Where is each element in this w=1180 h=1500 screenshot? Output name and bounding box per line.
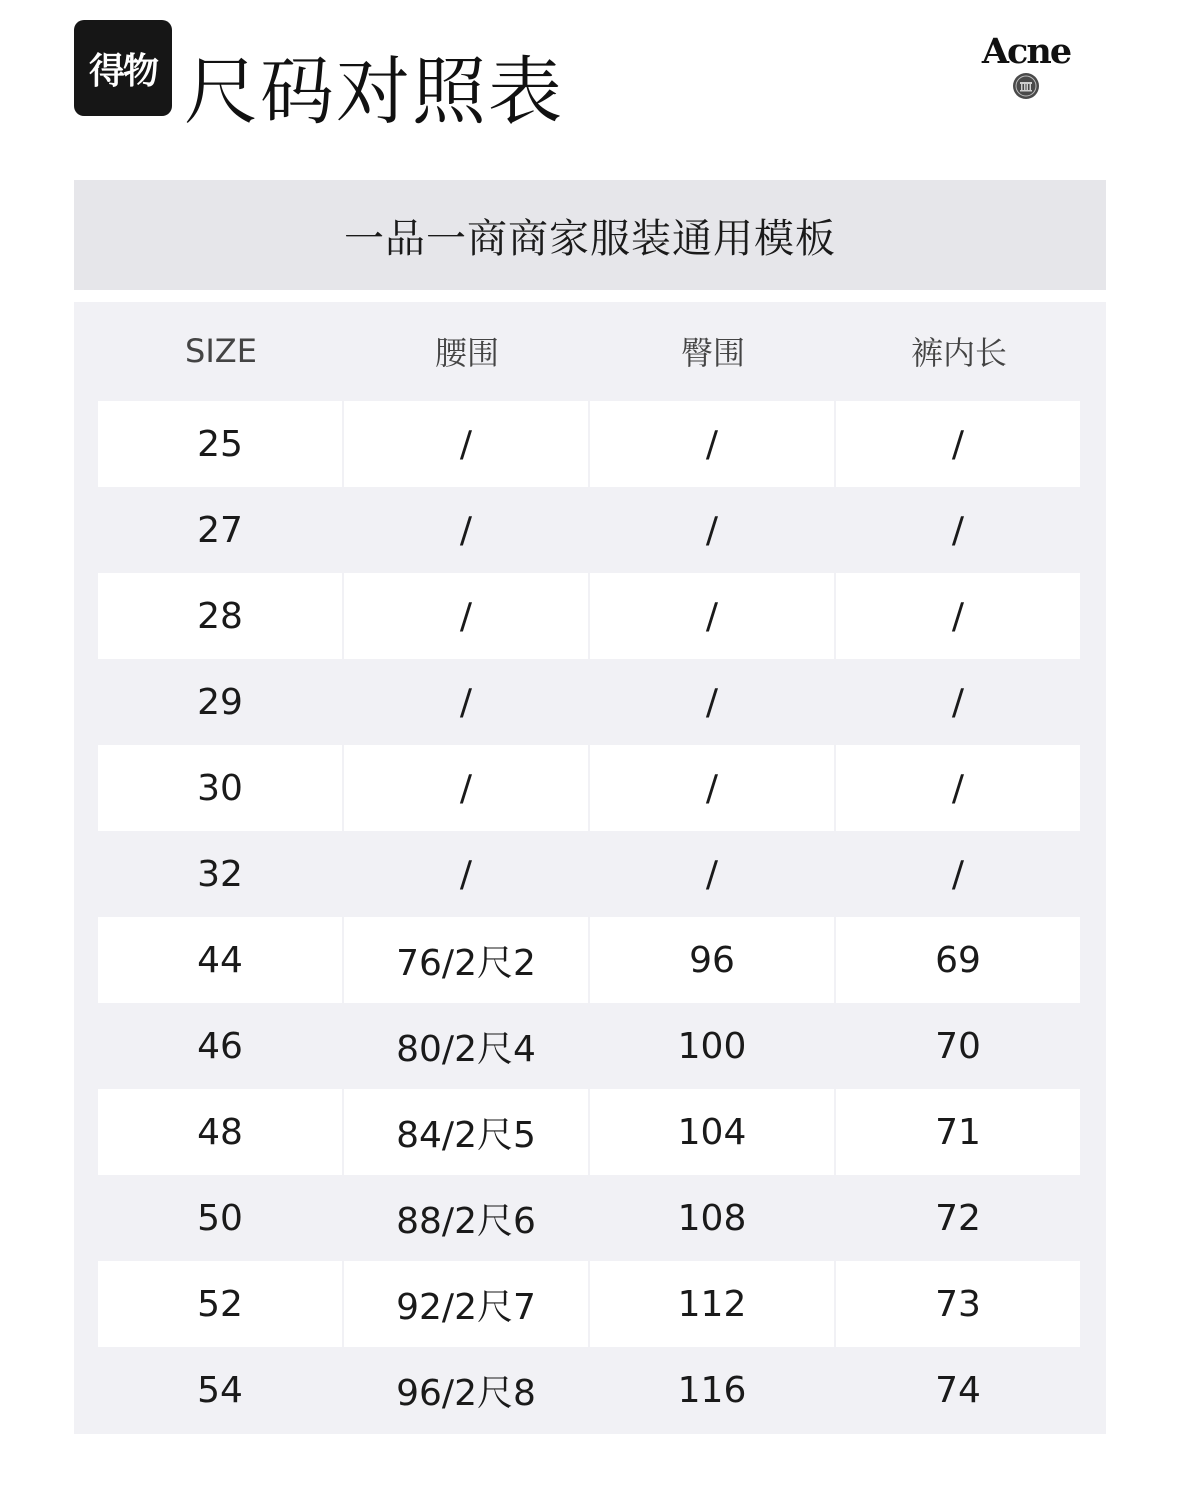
inseam-cell: / <box>836 573 1080 659</box>
hip-cell: 96 <box>590 917 834 1003</box>
size-cell: 44 <box>98 917 342 1003</box>
table-row <box>98 745 1082 831</box>
table-row <box>98 831 1082 917</box>
size-cell: 54 <box>197 1369 243 1411</box>
table-body <box>98 401 1082 1433</box>
hip-cell: / <box>705 509 719 551</box>
inseam-cell: / <box>951 681 965 723</box>
inseam-cell: / <box>836 401 1080 487</box>
inseam-cell: 71 <box>836 1089 1080 1175</box>
size-cell: 46 <box>197 1025 243 1067</box>
size-cell: 52 <box>98 1261 342 1347</box>
size-cell: 30 <box>98 745 342 831</box>
waist-cell: 96/2尺8 <box>396 1372 536 1414</box>
table-row <box>98 1089 1082 1175</box>
hip-cell: 100 <box>677 1025 747 1067</box>
waist-cell: / <box>459 509 473 551</box>
hip-cell: 104 <box>590 1089 834 1175</box>
size-cell: 48 <box>98 1089 342 1175</box>
table-row <box>98 1003 1082 1089</box>
column-header-waist: 腰围 <box>434 334 499 372</box>
dewu-logo <box>74 20 172 116</box>
inseam-cell: / <box>951 509 965 551</box>
size-cell: 25 <box>98 401 342 487</box>
hip-cell: / <box>705 681 719 723</box>
hip-cell: 116 <box>677 1369 747 1411</box>
waist-cell: 88/2尺6 <box>396 1200 536 1242</box>
waist-cell: 84/2尺5 <box>344 1089 588 1175</box>
waist-cell: / <box>459 853 473 895</box>
table-row <box>98 573 1082 659</box>
table-row <box>98 1175 1082 1261</box>
hip-cell: 112 <box>590 1261 834 1347</box>
waist-cell: / <box>459 681 473 723</box>
hip-cell: / <box>590 573 834 659</box>
table-row <box>98 1347 1082 1433</box>
waist-cell: / <box>344 401 588 487</box>
inseam-cell: / <box>951 853 965 895</box>
brand-seal-icon <box>1012 72 1040 100</box>
hip-cell: / <box>705 853 719 895</box>
template-banner <box>74 180 1106 290</box>
waist-cell: 92/2尺7 <box>344 1261 588 1347</box>
table-row <box>98 659 1082 745</box>
page-title: 尺码对照表 <box>184 49 564 135</box>
column-header-hip: 臀围 <box>680 334 745 372</box>
hip-cell: / <box>590 401 834 487</box>
inseam-cell: 73 <box>836 1261 1080 1347</box>
table-row <box>98 401 1082 487</box>
size-cell: 32 <box>197 853 243 895</box>
hip-cell: / <box>590 745 834 831</box>
inseam-cell: 72 <box>935 1197 981 1239</box>
inseam-cell: 69 <box>836 917 1080 1003</box>
table-row <box>98 1261 1082 1347</box>
table-row <box>98 487 1082 573</box>
brand-logo <box>970 30 1082 104</box>
table-row <box>98 917 1082 1003</box>
inseam-cell: 70 <box>935 1025 981 1067</box>
column-header-size: SIZE <box>185 332 257 370</box>
waist-cell: / <box>344 573 588 659</box>
size-cell: 27 <box>197 509 243 551</box>
table-header <box>98 302 1082 400</box>
waist-cell: / <box>344 745 588 831</box>
inseam-cell: / <box>836 745 1080 831</box>
logo-text: 得物 <box>88 50 157 92</box>
column-header-inseam: 裤内长 <box>910 334 1007 372</box>
waist-cell: 80/2尺4 <box>396 1028 536 1070</box>
size-cell: 50 <box>197 1197 243 1239</box>
size-table <box>74 302 1106 1434</box>
template-label: 一品一商商家服装通用模板 <box>344 215 836 262</box>
brand-name: Acne <box>981 31 1071 72</box>
inseam-cell: 74 <box>935 1369 981 1411</box>
waist-cell: 76/2尺2 <box>344 917 588 1003</box>
size-cell: 29 <box>197 681 243 723</box>
size-cell: 28 <box>98 573 342 659</box>
hip-cell: 108 <box>677 1197 747 1239</box>
